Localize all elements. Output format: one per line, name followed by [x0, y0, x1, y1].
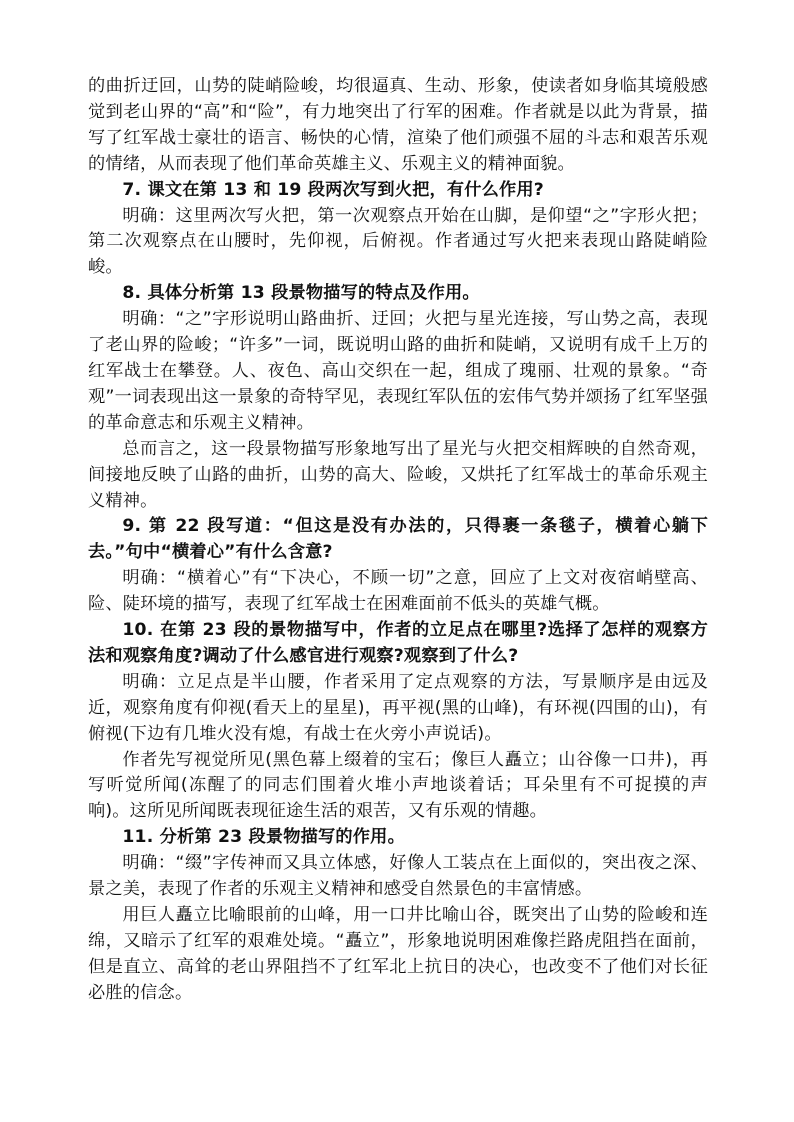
paragraph-text: 作者先写视觉所见(黑色幕上缀着的宝石；像巨人矗立；山谷像一口井)，再写听觉所闻(冻醒了的同志们围着火堆小声地谈着话；耳朵里有不可捉摸的声响)。这所见所闻既表现征途生活的艰苦，又有乐观的情趣。 [88, 749, 708, 822]
answer-paragraph: 明确：这里两次写火把，第一次观察点开始在山脚，是仰望“之”字形火把；第二次观察点在山腰时，先仰视，后俯视。作者通过写火把来表现山路陡峭险峻。 [88, 205, 708, 278]
question-heading: 11. 分析第 23 段景物描写的作用。 [122, 827, 405, 848]
answer-paragraph: 明确：“缀”字传神而又具立体感，好像人工装点在上面似的，突出夜之深、景之美，表现了作者的乐观主义精神和感受自然景色的丰富情感。 [88, 853, 708, 900]
paragraph-text: 的曲折迂回，山势的陡峭险峻，均很逼真、生动、形象，使读者如身临其境般感觉到老山界的“高”和“险”，有力地突出了行军的困难。作者就是以此为背景，描写了红军战士豪壮的语言、畅快的心情，渲染了他们顽强不屈的斗志和艰苦乐观的情绪，从而表现了他们革命英雄主义、乐观主义的精神面貌。 [88, 76, 708, 174]
answer-paragraph: 明确：“横着心”有“下决心，不顾一切”之意，回应了上文对夜宿峭壁高、险、陡环境的描写，表现了红军战士在困难面前不低头的英雄气概。 [88, 568, 708, 615]
paragraph-text: 总而言之，这一段景物描写形象地写出了星光与火把交相辉映的自然奇观，间接地反映了山路的曲折，山势的高大、险峻，又烘托了红军战士的革命乐观主义精神。 [88, 438, 708, 511]
paragraph-text: 用巨人矗立比喻眼前的山峰，用一口井比喻山谷，既突出了山势的险峻和连绵，又暗示了红军的艰难处境。“矗立”，形象地说明困难像拦路虎阻挡在面前，但是直立、高耸的老山界阻挡不了红军北上抗日的决心，也改变不了他们对长征必胜的信念。 [88, 905, 708, 1003]
answer-paragraph: 明确：立足点是半山腰，作者采用了定点观察的方法，写景顺序是由远及近，观察角度有仰视(看天上的星星)，再平视(黑的山峰)，有环视(四围的山)，有俯视(下边有几堆火没有熄，有战士在火旁小声说话)。 [88, 671, 708, 744]
question-heading: 7. 课文在第 13 和 19 段两次写到火把，有什么作用? [122, 179, 544, 200]
document-page [88, 74, 708, 1007]
question-heading: 10. 在第 23 段的景物描写中，作者的立足点在哪里?选择了怎样的观察方法和观察角度?调动了什么感官进行观察?观察到了什么? [88, 620, 708, 666]
question-heading: 9. 第 22 段写道：“但这是没有办法的，只得裹一条毯子，横着心躺下去。”句中“横着心”有什么含意? [88, 516, 708, 563]
answer-paragraph: 明确：“之”字形说明山路曲折、迂回；火把与星光连接，写山势之高，表现了老山界的险峻；“许多”一词，既说明山路的曲折和陡峭，又说明有成千上万的红军战士在攀登。人、夜色、高山交织在一起，组成了瑰丽、壮观的景象。“奇观”一词表现出这一景象的奇特罕见，表现红军队伍的宏伟气势并颂扬了红军坚强的革命意志和乐观主义精神。 [88, 309, 708, 433]
question-heading: 8. 具体分析第 13 段景物描写的特点及作用。 [122, 283, 480, 304]
